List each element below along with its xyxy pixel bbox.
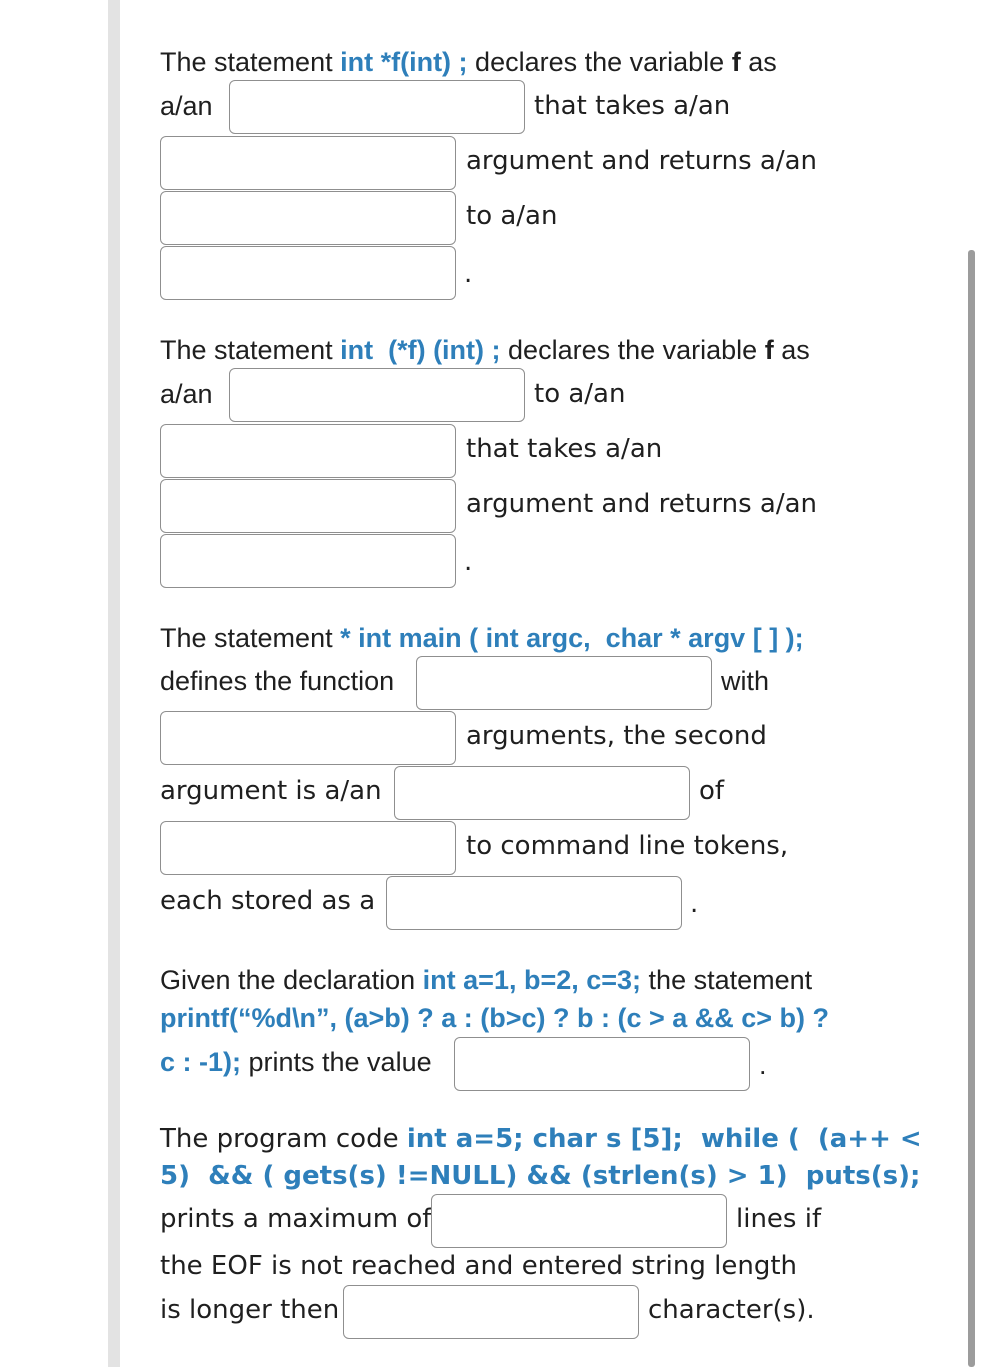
q5-text-2: character(s). bbox=[648, 1295, 815, 1325]
q2-text-2: that takes a/an bbox=[466, 434, 663, 464]
q3-line4: each stored as a bbox=[160, 886, 376, 916]
q3-answer-1[interactable] bbox=[416, 656, 712, 710]
q3-period: . bbox=[690, 889, 699, 919]
q2-code: int (*f) (int) ; bbox=[340, 335, 501, 365]
q5-code-1: int a=5; char s [5]; while ( (a++ < bbox=[406, 1124, 922, 1154]
q4-period: . bbox=[759, 1050, 767, 1080]
q3-answer-3[interactable] bbox=[394, 766, 690, 820]
q2-answer-2[interactable] bbox=[160, 424, 456, 478]
q5-line5: is longer then bbox=[160, 1295, 340, 1325]
q1-aan: a/an bbox=[160, 91, 213, 121]
q3-answer-5[interactable] bbox=[386, 876, 682, 930]
q2-line1: The statement int (*f) (int) ; declares the variable f as bbox=[160, 335, 810, 365]
q5-code-2: 5) && ( gets(s) !=NULL) && (strlen(s) > 1) puts(s); bbox=[160, 1161, 921, 1191]
q2-aan: a/an bbox=[160, 379, 213, 409]
q2-text-3: argument and returns a/an bbox=[466, 489, 817, 519]
q3-line2: defines the function bbox=[160, 666, 395, 696]
q5-text-1: lines if bbox=[736, 1204, 822, 1234]
q3-answer-4[interactable] bbox=[160, 821, 456, 875]
q2-answer-4[interactable] bbox=[160, 534, 456, 588]
q4-answer-1[interactable] bbox=[454, 1037, 750, 1091]
q1-answer-1[interactable] bbox=[229, 80, 525, 134]
q2-text-1: to a/an bbox=[534, 379, 626, 409]
q1-text-1: that takes a/an bbox=[534, 91, 731, 121]
q2-answer-3[interactable] bbox=[160, 479, 456, 533]
q4-line1: Given the declaration int a=1, b=2, c=3; the statement bbox=[160, 965, 813, 995]
q3-answer-2[interactable] bbox=[160, 711, 456, 765]
q5-line4: the EOF is not reached and entered string length bbox=[160, 1251, 798, 1281]
q5-line3: prints a maximum of bbox=[160, 1204, 432, 1234]
q5-answer-1[interactable] bbox=[431, 1194, 727, 1248]
q4-line2-code: printf(“%d\n”, (a>b) ? a : (b>c) ? b : (c > a && c> b) ? bbox=[160, 1003, 830, 1033]
left-divider bbox=[108, 0, 120, 1367]
q3-with: with bbox=[721, 666, 770, 696]
q1-answer-4[interactable] bbox=[160, 246, 456, 300]
q1-line1: The statement int *f(int) ; declares the variable f as bbox=[160, 47, 777, 77]
q1-code: int *f(int) ; bbox=[340, 47, 468, 77]
q3-line3: argument is a/an bbox=[160, 776, 382, 806]
q3-code: * int main ( int argc, char * argv [ ] ); bbox=[340, 623, 804, 653]
q3-of: of bbox=[699, 776, 725, 806]
q1-answer-3[interactable] bbox=[160, 191, 456, 245]
q1-answer-2[interactable] bbox=[160, 136, 456, 190]
q3-line1: The statement * int main ( int argc, char * argv [ ] ); bbox=[160, 623, 804, 653]
q2-period: . bbox=[464, 547, 473, 577]
q2-answer-1[interactable] bbox=[229, 368, 525, 422]
q5-line1: The program code int a=5; char s [5]; while ( (a++ < bbox=[160, 1124, 922, 1154]
q4-declaration: int a=1, b=2, c=3; bbox=[422, 965, 642, 995]
q5-answer-2[interactable] bbox=[343, 1285, 639, 1339]
q1-text-2: argument and returns a/an bbox=[466, 146, 817, 176]
q1-period: . bbox=[464, 259, 473, 289]
q3-text-2: to command line tokens, bbox=[466, 831, 789, 861]
q4-line3: c : -1); prints the value bbox=[160, 1047, 432, 1077]
scrollbar[interactable] bbox=[968, 250, 975, 1367]
q3-text-1: arguments, the second bbox=[466, 721, 767, 751]
q1-text-3: to a/an bbox=[466, 201, 558, 231]
